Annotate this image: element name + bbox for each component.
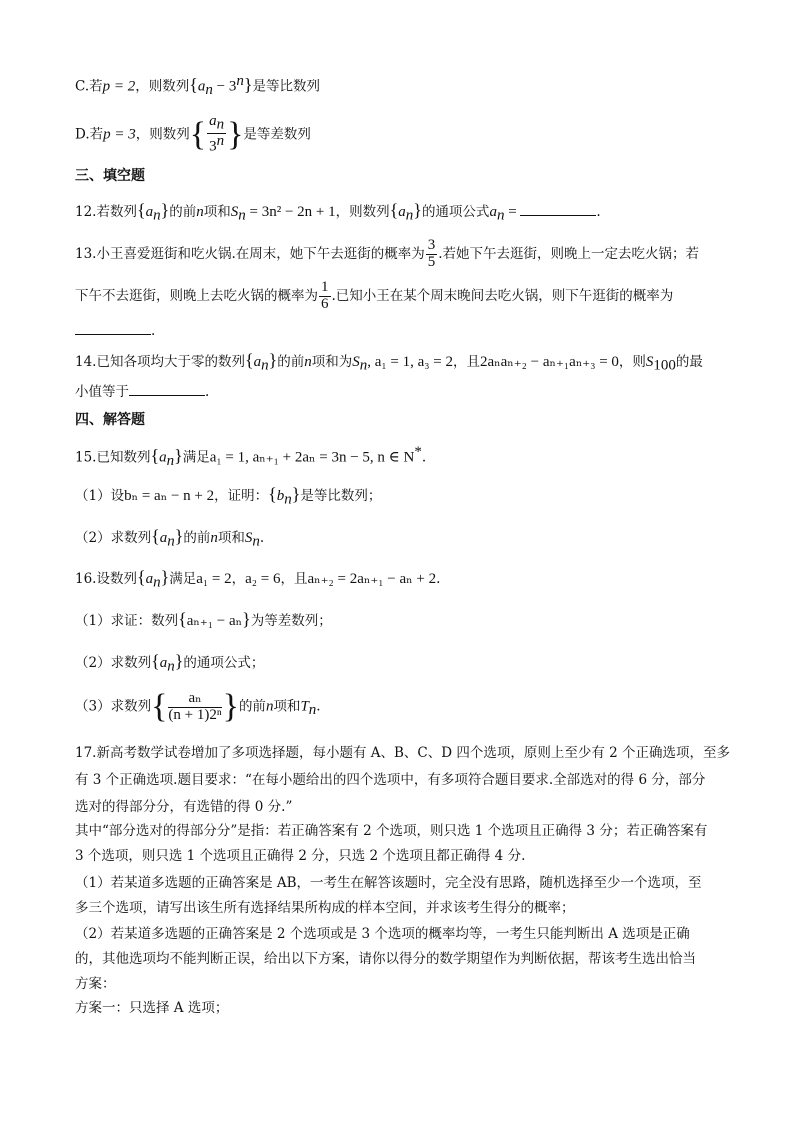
question-17-plan-1: 方案一：只选择 A 选项； (75, 1000, 229, 1016)
fraction-an-over-3n: $\frac{a_n}{3^n}$ (209, 113, 225, 155)
section-title-solutions: 四、解答题 (75, 412, 145, 428)
question-17-part-1-line-1: （1）若某道多选题的正确答案是 AB，一考生在解答该题时，完全没有思路，随机选择至少一个选项，至 (75, 875, 702, 891)
question-15: 15.已知数列$\{a_n\}$满足a₁ = 1, aₙ₊₁ + 2aₙ = 3n − 5, n ∈ N*. (75, 444, 427, 470)
question-16: 16.设数列$\{a_n\}$满足a₁ = 2，a₂ = 6，且aₙ₊₂ = 2aₙ₊₁ − aₙ + 2. (75, 567, 441, 591)
question-12: 12.若数列$\{a_n\}$的前n项和$S_n = 3n^2 - 2n + 1$，则数列$\{a_n\}$的通项公式$a_n$ = . (75, 200, 601, 224)
question-16-part-3: （3）求数列{ $\frac{\text{aₙ}}{\text{(n + 1)2ⁿ}}$ }的前n项和$T_n$. (75, 688, 321, 725)
answer-blank (129, 383, 205, 396)
question-13-line-2: 下午不去逛街，则晚上去吃火锅的概率为 $\frac{1}{6}$ .已知小王在某个周末晚间去吃火锅，则下午逛街的概率为 (75, 279, 674, 312)
question-17-line-5: 3 个选项，则只选 1 个选项且正确得 2 分，只选 2 个选项且都正确得 4 分. (75, 848, 526, 864)
question-17-line-3: 选对的得部分分，有选错的得 0 分.” (75, 799, 293, 815)
answer-blank (75, 322, 151, 335)
question-15-part-1: （1）设bₙ = aₙ − n + 2，证明：$\{b_n\}$是等比数列； (75, 484, 382, 508)
question-14-line-2: 小值等于 . (75, 384, 210, 400)
option-d: D.若p = 3，则数列{ $\frac{a_n}{3^n}$ }是等差数列 (75, 113, 311, 155)
question-13-line-1: 13.小王喜爱逛街和吃火锅.在周末，她下午去逛街的概率为 $\frac{3}{5}$ .若她下午去逛街，则晚上一定去吃火锅；若 (75, 237, 700, 270)
question-17-part-2-line-1: （2）若某道多选题的正确答案是 2 个选项或是 3 个选项的概率均等，一考生只能判断出 A 选项是正确 (75, 926, 690, 942)
question-17-part-1-line-2: 多三个选项，请写出该生所有选择结果所构成的样本空间，并求该考生得分的概率； (75, 900, 575, 916)
fraction-3-5: $\frac{3}{5}$ (427, 237, 436, 270)
question-15-part-2: （2）求数列$\{a_n\}$的前n项和$S_n$. (75, 526, 265, 550)
question-17-line-1: 17.新高考数学试卷增加了多项选择题，每小题有 A、B、C、D 四个选项，原则上至少有 2 个正确选项，至多 (75, 745, 731, 761)
question-16-part-2: （2）求数列$\{a_n\}$的通项公式； (75, 651, 265, 675)
answer-blank (520, 203, 596, 216)
fraction-an-over-n1-2n: $\frac{\text{aₙ}}{\text{(n + 1)2ⁿ}}$ (168, 689, 222, 723)
question-16-part-1: （1）求证：数列{aₙ₊₁ − aₙ}为等差数列； (75, 609, 332, 629)
question-17-part-2-line-3: 方案： (75, 976, 116, 992)
question-13-line-3: . (75, 322, 155, 339)
question-14-line-1: 14.已知各项均大于零的数列$\{a_n\}$的前n项和为$S_n$, a₁ = 1, a₃ = 2，且2aₙaₙ₊₂ − aₙ₊₁aₙ₊₃ = 0，则$S_{100}$的最 (75, 350, 703, 374)
option-c: C.若p = 2，则数列$\{a_n - 3^n\}$是等比数列 (75, 73, 321, 99)
section-title-fill-blank: 三、填空题 (75, 168, 145, 184)
fraction-1-6: $\frac{1}{6}$ (321, 279, 329, 312)
question-17-line-4: 其中“部分选对的得部分分”是指：若正确答案有 2 个选项，则只选 1 个选项且正确得 3 分；若正确答案有 (75, 823, 708, 839)
question-17-part-2-line-2: 的，其他选项均不能判断正误，给出以下方案，请你以得分的数学期望作为判断依据，帮该考生选出恰当 (75, 951, 696, 967)
question-17-line-2: 有 3 个正确选项.题目要求：“在每小题给出的四个选项中，有多项符合题目要求.全部选对的得 6 分，部分 (75, 772, 706, 788)
